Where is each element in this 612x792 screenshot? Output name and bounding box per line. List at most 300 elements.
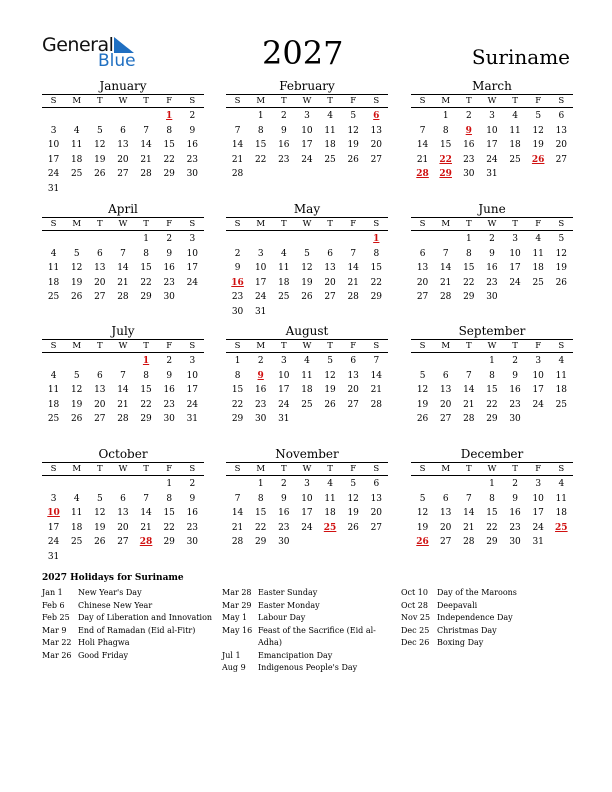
empty-cell [42,232,65,247]
day-cell: 29 [463,292,475,303]
day-cell: 4 [73,493,80,504]
day-cell: 6 [120,125,126,136]
day-cell: 6 [558,111,565,121]
month-september [411,324,573,427]
day-cell: 29 [163,537,175,548]
day-cell: 6 [120,493,126,504]
day-cell: 21 [463,522,475,533]
day-cell: 1 [465,234,472,244]
day-cell: 10 [301,125,313,136]
day-cell: 1 [143,234,149,244]
day-cell: 26 [347,154,359,165]
day-cell: 8 [143,370,149,381]
day-cell: 23 [163,399,175,410]
day-cell: 24 [254,292,267,303]
day-cell: 13 [117,508,129,519]
day-cell: 1 [257,479,264,489]
day-cell: 11 [47,385,60,396]
day-cell: 3 [189,356,196,366]
weekday-header [411,462,573,476]
day-cell: 23 [509,522,521,533]
weekday-label: S [419,96,426,106]
day-grid [411,354,573,427]
day-cell: 3 [189,234,196,244]
weekday-label: S [373,464,380,474]
holiday-name: Adha) [258,638,282,647]
weekday-header [411,94,573,108]
holiday-date: 29 [439,169,452,180]
holiday-item [222,625,376,638]
day-cell: 18 [47,399,60,410]
day-cell: 2 [189,479,196,489]
day-cell: 19 [347,508,359,519]
empty-cell [226,109,249,124]
day-cell: 3 [304,111,310,121]
day-cell: 30 [254,414,267,425]
day-cell: 10 [486,125,498,136]
day-cell: 18 [278,277,290,288]
empty-cell [88,477,111,492]
day-cell: 4 [558,356,565,366]
weekday-label: S [189,219,196,229]
day-cell: 1 [234,356,241,366]
day-cell: 12 [347,125,359,136]
holiday-date-label: Dec 26 [401,638,430,647]
day-cell: 15 [486,385,498,396]
day-grid [411,109,573,182]
holiday-column [42,587,212,662]
weekday-label: T [143,464,149,474]
day-cell: 15 [486,508,498,519]
day-cell: 11 [301,370,313,381]
empty-cell [249,232,272,247]
day-cell: 23 [186,154,199,165]
day-cell: 27 [324,292,336,303]
day-cell: 30 [186,537,199,548]
empty-cell [42,354,65,369]
day-cell: 15 [140,263,152,274]
weekday-label: T [512,96,518,106]
day-cell: 30 [509,537,521,548]
day-cell: 11 [509,125,521,136]
day-cell: 10 [186,248,199,259]
holiday-date-label: Aug 9 [222,663,246,672]
holiday-name: Indigenous People's Day [258,663,358,672]
empty-cell [111,232,134,247]
day-cell: 2 [512,356,518,366]
day-cell: 20 [439,522,452,533]
weekday-label: W [487,219,497,229]
holiday-name: Christmas Day [437,625,497,635]
holiday-item [401,600,517,613]
day-cell: 20 [555,140,568,151]
day-cell: 10 [532,493,544,504]
weekday-label: F [535,96,542,106]
day-cell: 5 [73,248,80,259]
empty-cell [411,354,434,369]
weekday-label: F [350,96,357,106]
holiday-name: Easter Sunday [258,588,318,597]
day-cell: 15 [370,263,383,274]
empty-cell [226,232,249,247]
weekday-label: T [143,219,149,229]
day-cell: 16 [163,263,175,274]
holiday-date: 16 [231,277,244,288]
day-cell: 19 [70,399,83,410]
weekday-label: S [558,341,565,351]
holiday-date-label: Feb 25 [42,613,70,622]
day-cell: 11 [532,248,544,259]
empty-cell [135,109,158,124]
month-november [226,447,388,550]
day-cell: 31 [254,306,267,317]
month-october [42,447,204,565]
empty-cell [111,477,134,492]
day-cell: 6 [419,248,426,259]
day-cell: 25 [301,399,313,410]
holiday-date-label [222,637,258,650]
day-cell: 17 [532,508,544,519]
day-cell: 26 [555,277,568,288]
day-cell: 20 [439,399,452,410]
weekday-label: M [256,464,266,474]
weekday-label: T [280,464,287,474]
day-cell: 14 [463,508,475,519]
day-cell: 3 [512,234,518,244]
day-cell: 13 [555,125,568,136]
holiday-date: 28 [139,537,153,548]
day-cell: 28 [347,292,359,303]
day-cell: 4 [304,356,310,366]
holiday-date: 1 [142,356,150,366]
empty-cell [42,477,65,492]
weekday-label: M [256,219,266,229]
day-cell: 14 [370,370,383,381]
holiday-date-label: Mar 26 [42,650,72,660]
holiday-date: 25 [323,522,337,533]
day-cell: 18 [555,385,568,396]
day-cell: 11 [555,493,568,504]
day-cell: 31 [278,414,290,425]
day-cell: 12 [324,370,336,381]
day-cell: 27 [370,154,383,165]
day-cell: 8 [257,493,264,504]
weekday-label: T [280,96,287,106]
month-title: November [275,447,339,461]
day-cell: 9 [512,370,518,381]
weekday-label: F [166,96,173,106]
day-cell: 16 [254,385,267,396]
weekday-label: T [512,341,518,351]
day-cell: 23 [231,292,244,303]
weekday-label: M [441,341,451,351]
day-cell: 23 [163,277,175,288]
day-cell: 26 [70,414,83,425]
weekday-label: M [441,96,451,106]
holiday-date-label: Oct 10 [401,588,428,597]
weekday-label: W [118,341,128,351]
holiday-date: 6 [373,111,380,121]
holiday-item [42,625,212,638]
day-cell: 20 [94,277,106,288]
day-cell: 13 [324,263,336,274]
day-cell: 11 [70,140,83,151]
holiday-date: 28 [416,169,429,180]
day-cell: 13 [370,125,383,136]
day-cell: 22 [370,277,383,288]
holiday-name: Chinese New Year [78,600,153,610]
day-cell: 20 [347,385,359,396]
day-grid [226,477,388,550]
day-cell: 13 [94,263,106,274]
month-december [411,447,573,550]
day-cell: 5 [558,234,565,244]
day-cell: 21 [370,385,383,396]
day-cell: 26 [94,537,106,548]
day-cell: 26 [416,414,429,425]
weekday-label: S [50,464,57,474]
day-cell: 28 [370,399,383,410]
day-cell: 24 [509,277,521,288]
day-cell: 7 [120,248,126,259]
holiday-item [42,587,212,600]
day-cell: 20 [370,140,383,151]
day-cell: 12 [416,385,429,396]
month-title: October [98,447,148,461]
day-cell: 22 [254,522,267,533]
weekday-label: T [465,464,472,474]
day-cell: 30 [163,292,175,303]
weekday-label: M [256,96,266,106]
day-cell: 24 [186,277,199,288]
day-cell: 22 [486,399,498,410]
day-cell: 16 [278,140,290,151]
holiday-date: 1 [373,234,380,244]
holiday-item [222,612,376,625]
weekday-header [226,94,388,108]
holiday-name: Emancipation Day [258,650,333,660]
day-cell: 14 [416,140,429,151]
month-title: June [478,202,506,216]
day-cell: 27 [439,537,452,548]
month-title: December [460,447,524,461]
day-cell: 2 [512,479,518,489]
weekday-label: S [558,464,565,474]
weekday-label: M [441,219,451,229]
day-cell: 15 [254,140,267,151]
weekday-label: T [512,464,518,474]
empty-cell [411,109,434,124]
day-cell: 12 [301,263,313,274]
day-cell: 8 [465,248,472,259]
day-cell: 1 [257,111,264,121]
empty-cell [457,354,480,369]
holiday-name: Day of Liberation and Innovation [78,613,213,622]
day-cell: 21 [416,154,429,165]
day-cell: 25 [532,277,544,288]
day-cell: 29 [140,414,152,425]
day-cell: 31 [186,414,199,425]
day-cell: 22 [254,154,267,165]
day-cell: 31 [47,183,60,194]
day-cell: 2 [280,111,287,121]
day-cell: 17 [278,385,290,396]
day-cell: 19 [301,277,313,288]
holiday-name: Good Friday [78,650,129,660]
weekday-label: T [96,96,103,106]
day-cell: 24 [186,399,199,410]
day-cell: 27 [439,414,452,425]
weekday-label: T [465,219,472,229]
day-cell: 29 [486,414,498,425]
holiday-item [42,637,212,650]
weekday-label: S [419,219,426,229]
month-title: September [458,324,526,338]
day-cell: 16 [278,508,290,519]
weekday-label: M [72,464,82,474]
empty-cell [65,232,88,247]
day-cell: 20 [370,508,383,519]
day-cell: 17 [301,140,313,151]
weekday-label: T [465,341,472,351]
day-cell: 27 [347,399,359,410]
day-cell: 19 [347,140,359,151]
day-cell: 27 [370,522,383,533]
month-march [411,79,573,182]
empty-cell [434,477,457,492]
day-cell: 15 [231,385,244,396]
day-cell: 12 [94,508,106,519]
day-cell: 10 [47,140,60,151]
day-cell: 12 [70,385,83,396]
holiday-name: Boxing Day [437,638,484,647]
day-cell: 2 [280,479,287,489]
day-cell: 4 [280,248,287,259]
day-cell: 12 [70,263,83,274]
day-cell: 26 [347,522,359,533]
day-cell: 12 [555,248,568,259]
weekday-header [411,217,573,231]
day-cell: 29 [486,537,498,548]
day-cell: 14 [140,140,152,151]
day-cell: 3 [535,479,542,489]
holiday-date: 26 [416,537,429,548]
day-cell: 3 [280,356,287,366]
day-cell: 13 [416,263,429,274]
holiday-name: Holi Phagwa [78,638,130,647]
day-cell: 30 [186,169,199,180]
weekday-header [42,217,204,231]
weekday-label: T [327,219,333,229]
weekday-label: S [50,219,57,229]
day-cell: 8 [166,125,173,136]
month-title: July [111,324,135,338]
holiday-name: Feast of the Sacrifice (Eid al- [258,625,376,635]
day-cell: 13 [347,370,359,381]
day-grid [42,109,204,197]
day-cell: 8 [442,125,449,136]
month-may [226,202,388,320]
day-cell: 28 [117,414,129,425]
weekday-label: W [302,219,312,229]
day-cell: 19 [94,522,106,533]
day-cell: 8 [257,125,264,136]
day-cell: 1 [442,111,449,121]
day-cell: 31 [486,169,498,180]
weekday-label: S [419,464,426,474]
day-cell: 14 [463,385,475,396]
day-cell: 25 [47,292,60,303]
day-cell: 18 [324,508,336,519]
day-cell: 15 [254,508,267,519]
day-cell: 13 [94,385,106,396]
empty-cell [295,232,318,247]
day-cell: 9 [189,125,196,136]
weekday-label: F [166,219,173,229]
holiday-name: Independence Day [437,613,513,622]
day-cell: 20 [324,277,336,288]
day-cell: 29 [163,169,175,180]
day-cell: 26 [301,292,313,303]
day-cell: 26 [70,292,83,303]
day-cell: 24 [301,522,313,533]
day-cell: 13 [370,493,383,504]
holiday-item [222,650,376,663]
day-cell: 5 [419,370,426,381]
day-cell: 6 [442,493,449,504]
holiday-date: 10 [47,508,60,519]
day-cell: 30 [278,537,290,548]
day-cell: 9 [189,493,196,504]
day-cell: 2 [189,111,196,121]
weekday-label: F [166,341,173,351]
day-cell: 24 [47,169,60,180]
weekday-label: T [512,219,518,229]
day-cell: 7 [143,125,149,136]
day-cell: 16 [463,140,475,151]
day-cell: 19 [94,154,106,165]
empty-cell [88,232,111,247]
day-cell: 29 [231,414,244,425]
day-cell: 22 [163,522,175,533]
empty-cell [272,232,295,247]
holiday-item [401,587,517,600]
day-cell: 23 [254,399,267,410]
day-cell: 2 [234,248,241,259]
day-cell: 9 [166,370,173,381]
day-cell: 5 [350,479,357,489]
weekday-label: T [96,341,103,351]
day-cell: 25 [509,154,521,165]
day-cell: 18 [555,508,568,519]
day-cell: 28 [117,292,129,303]
day-cell: 9 [234,263,241,274]
day-cell: 3 [489,111,495,121]
day-cell: 29 [140,292,152,303]
day-cell: 21 [439,277,452,288]
day-cell: 20 [94,399,106,410]
day-cell: 8 [143,248,149,259]
holidays-title: 2027 Holidays for Suriname [42,573,184,583]
day-cell: 9 [280,125,287,136]
day-cell: 2 [166,234,173,244]
holiday-item [42,650,212,663]
day-cell: 3 [50,125,57,136]
weekday-label: S [558,219,565,229]
month-title: April [108,202,138,216]
weekday-header [226,339,388,353]
day-cell: 17 [47,154,60,165]
